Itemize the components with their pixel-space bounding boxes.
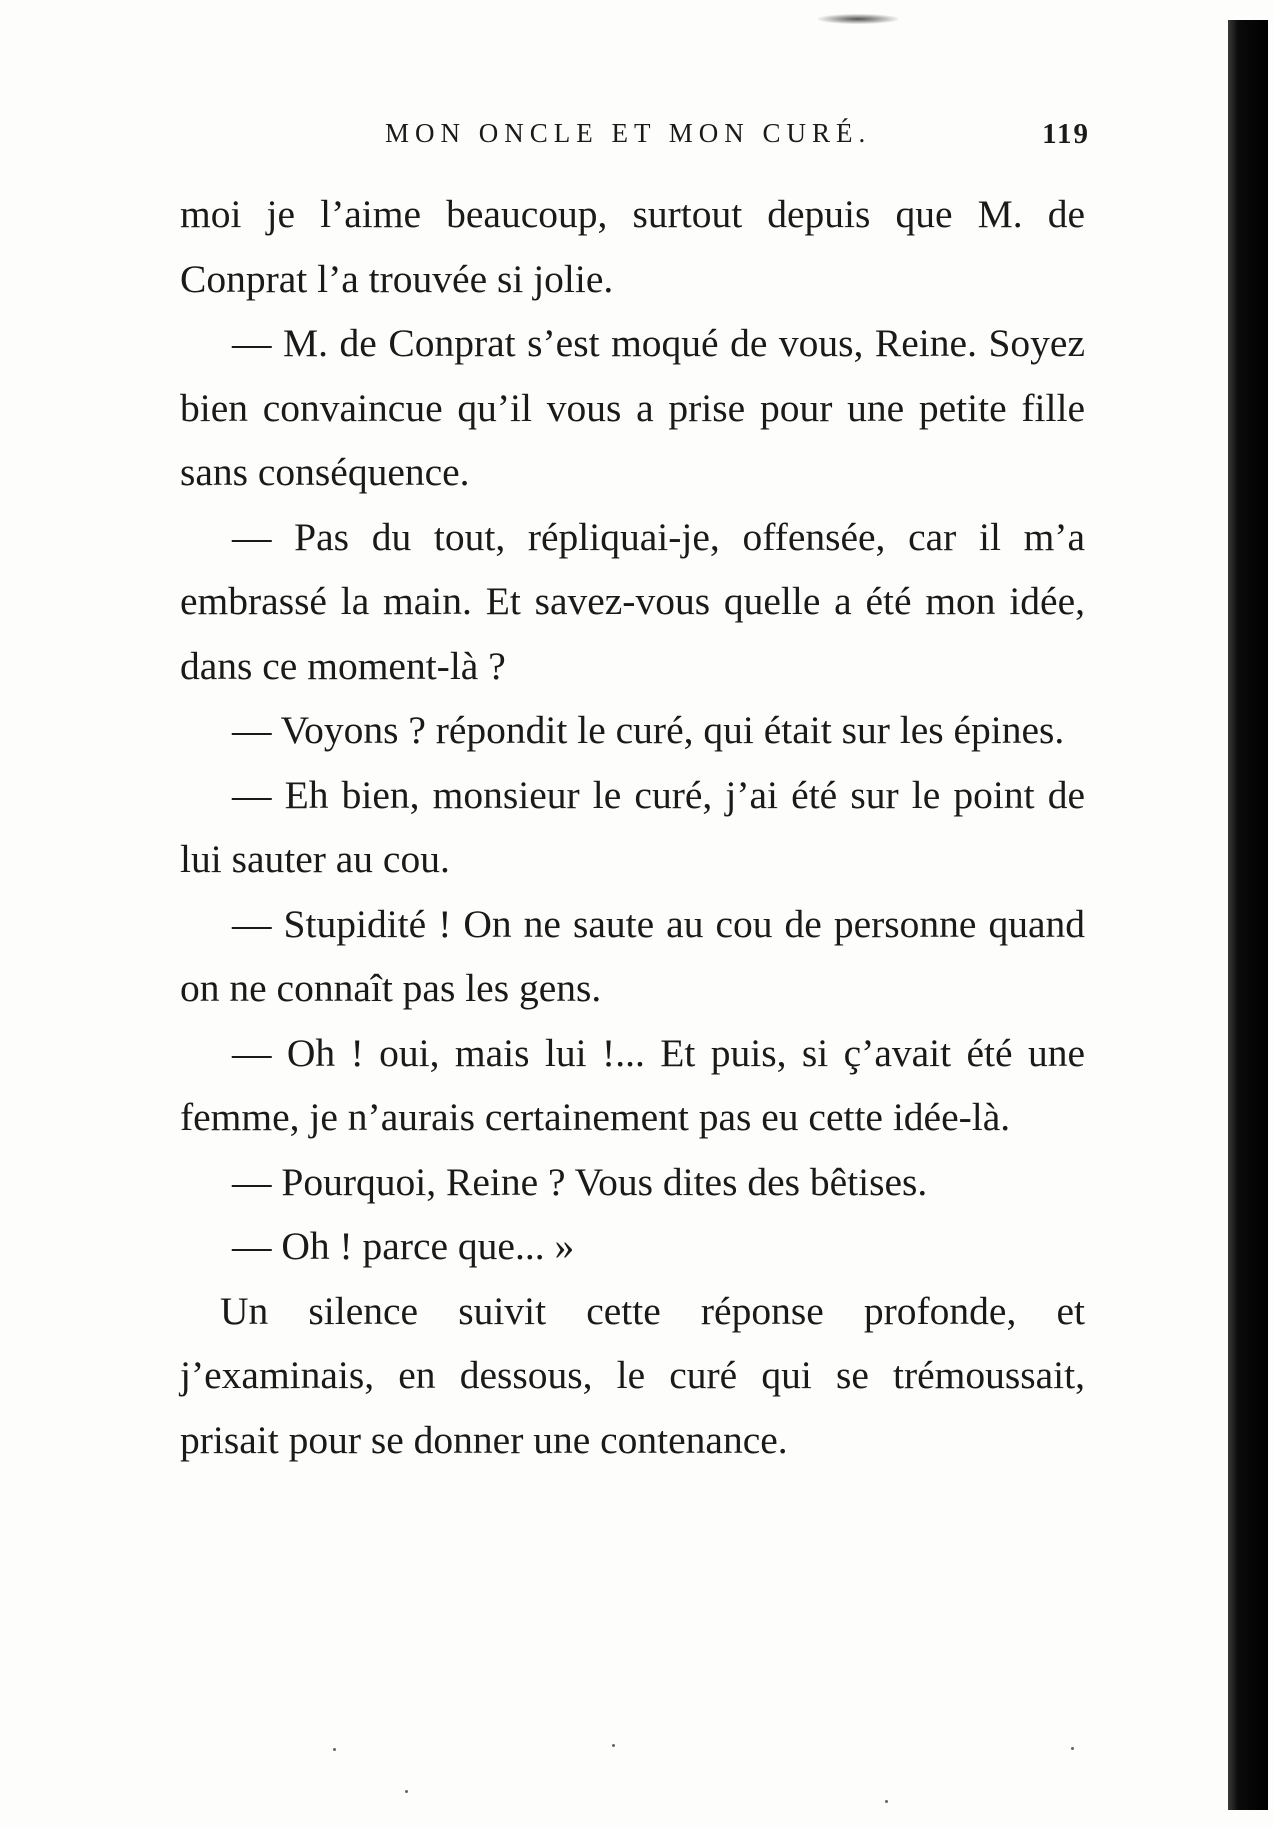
- paragraph-dialogue: — Stupidité ! On ne saute au cou de personne quand on ne connaît pas les gens.: [180, 901, 1085, 1010]
- paper-speck: [1071, 1747, 1074, 1750]
- paragraph-dialogue: — Pourquoi, Reine ? Vous dites des bêtises.: [232, 1159, 928, 1204]
- page-header: [385, 118, 1090, 158]
- paragraph-dialogue: — Pas du tout, répliquai-je, offensée, car il m’a embrassé la main. Et savez-vous quelle a été mon idée, dans ce moment-là ?: [180, 514, 1085, 688]
- paragraph-dialogue: — Oh ! parce que... »: [232, 1224, 575, 1268]
- running-title: MON ONCLE ET MON CURÉ.: [385, 118, 872, 148]
- paper-speck: [885, 1800, 888, 1803]
- paragraph-dialogue: — M. de Conprat s’est moqué de vous, Reine. Soyez bien convaincue qu’il vous a prise pour une petite fille sans conséquence.: [180, 321, 1085, 494]
- page-edge-shadow: [1228, 20, 1268, 1810]
- paragraph-narration: Un silence suivit cette réponse profonde, et j’examinais, en dessous, le curé qui se trémoussait, prisait pour se donner une contenance.: [180, 1288, 1085, 1462]
- page-number: 119: [1042, 118, 1090, 150]
- ink-smudge: [818, 14, 898, 24]
- paragraph-continued: moi je l’aime beaucoup, surtout depuis que M. de Conprat l’a trouvée si jolie.: [180, 192, 1085, 301]
- paper-speck: [333, 1748, 336, 1751]
- paragraph-dialogue: — Oh ! oui, mais lui !... Et puis, si ç’avait été une femme, je n’aurais certainement pas eu cette idée-là.: [180, 1030, 1085, 1139]
- paragraph-dialogue: — Eh bien, monsieur le curé, j’ai été sur le point de lui sauter au cou.: [180, 772, 1085, 881]
- body-text: [180, 182, 1085, 1472]
- paper-speck: [612, 1744, 615, 1747]
- paper-speck: [405, 1790, 408, 1793]
- paragraph-dialogue: — Voyons ? répondit le curé, qui était sur les épines.: [232, 708, 1065, 752]
